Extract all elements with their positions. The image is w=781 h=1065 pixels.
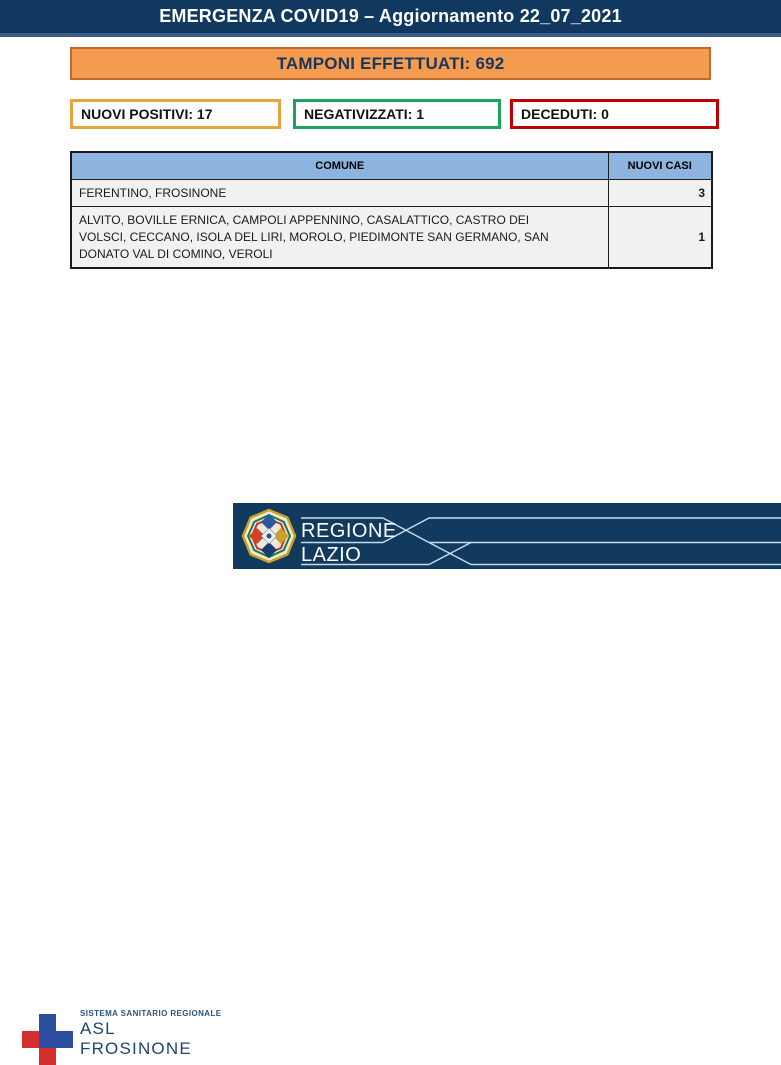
page-title: EMERGENZA COVID19 – Aggiornamento 22_07_2021: [159, 6, 622, 26]
table-header-row: [71, 152, 712, 180]
tamponi-banner: [70, 47, 711, 80]
deceduti-label: DECEDUTI: 0: [521, 106, 609, 122]
regione-lazio-bar: [233, 503, 781, 569]
header-bar: [0, 0, 781, 33]
table-row: [71, 207, 712, 269]
stat-box-negativizzati: [293, 99, 501, 129]
header-accent-strip: [0, 33, 781, 37]
stat-box-deceduti: [510, 99, 719, 129]
tamponi-label: TAMPONI EFFETTUATI: 692: [276, 53, 505, 73]
nuovi-casi-cell: 3: [608, 180, 712, 207]
asl-logo: [0, 503, 233, 1058]
regione-lazio-emblem-icon: [243, 510, 295, 562]
lazio-label: LAZIO: [301, 544, 362, 566]
negativizzati-label: NEGATIVIZZATI: 1: [304, 106, 425, 122]
column-header-comune: COMUNE: [71, 152, 608, 180]
nuovi-casi-cell: 1: [608, 207, 712, 269]
asl-cross-icon: [22, 1014, 73, 1065]
regione-label: REGIONE: [301, 520, 397, 542]
nuovi-positivi-label: NUOVI POSITIVI: 17: [81, 106, 213, 122]
comune-cell: FERENTINO, FROSINONE: [71, 180, 608, 207]
column-header-nuovi-casi: NUOVI CASI: [608, 152, 712, 180]
asl-name-line2: FROSINONE: [80, 1039, 192, 1058]
asl-name-line1: ASL: [80, 1019, 116, 1038]
asl-tagline: SISTEMA SANITARIO REGIONALE: [80, 1009, 222, 1018]
stat-box-nuovi-positivi: [70, 99, 281, 129]
table-row: [71, 180, 712, 207]
comune-cell: ALVITO, BOVILLE ERNICA, CAMPOLI APPENNINO, CASALATTICO, CASTRO DEI VOLSCI, CECCANO, ISOLA DEL LIRI, MOROLO, PIEDIMONTE SAN GERMANO, SAN DONATO VAL DI COMINO, VEROLI: [71, 207, 608, 269]
cases-table: [70, 151, 713, 269]
